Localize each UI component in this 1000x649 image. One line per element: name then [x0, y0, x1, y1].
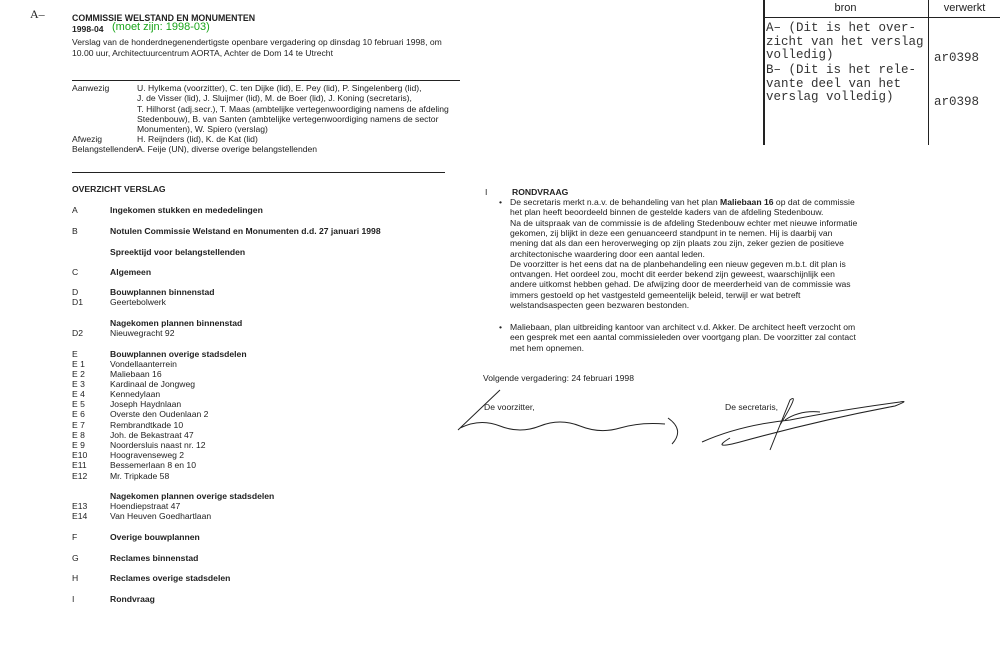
- item-text: Maliebaan 16: [110, 369, 162, 379]
- item-text: Reclames overige stadsdelen: [110, 573, 231, 583]
- divider: [72, 172, 445, 173]
- item-text: Nagekomen plannen binnenstad: [110, 318, 243, 328]
- item-text: Ingekomen stukken en mededelingen: [110, 205, 263, 215]
- secretary-signature: [702, 398, 904, 450]
- afwezig-names: H. Reijnders (lid), K. de Kat (lid): [137, 134, 258, 144]
- item-code: D2: [72, 328, 83, 338]
- bron-line: vante deel van het: [766, 76, 902, 91]
- bron-line: B– (Dit is het rele-: [766, 63, 917, 77]
- item-code: E 8: [72, 430, 85, 440]
- bron-line: volledig): [766, 48, 834, 62]
- item-text: Hoendiepstraat 47: [110, 501, 181, 511]
- item-text: Bessemerlaan 8 en 10: [110, 460, 196, 470]
- chair-signature: [458, 390, 678, 444]
- correction-note: (moet zijn: 1998-03): [112, 21, 210, 33]
- divider: [72, 80, 460, 81]
- aanwezig-line: J. de Visser (lid), J. Sluijmer (lid), M. de Boer (lid), J. Koning (secretaris),: [137, 93, 412, 104]
- item-code: E10: [72, 450, 88, 460]
- item-text: Reclames binnenstad: [110, 553, 199, 563]
- item-text: Rembrandtkade 10: [110, 420, 184, 430]
- aanwezig-line: Stedenbouw), B. van Santen (ambtelijke vertegenwoordiging namens de sector: [137, 113, 439, 124]
- item-code: E 3: [72, 379, 85, 389]
- item-code: C: [72, 267, 79, 277]
- next-meeting: Volgende vergadering: 24 februari 1998: [483, 373, 634, 383]
- rondvraag-line: een gesprek met een aantal commissieleden over voortgang plan. De voorzitter zal contact: [510, 332, 856, 343]
- item-code: E12: [72, 471, 88, 481]
- document-number: 1998-04: [72, 24, 104, 34]
- text: De secretaris merkt n.a.v. de behandeling van het plan: [510, 197, 721, 207]
- rondvraag-line: met hem opnemen.: [510, 342, 585, 353]
- item-code: E11: [72, 460, 87, 470]
- item-text: Overste den Oudenlaan 2: [110, 409, 209, 419]
- chair-label: De voorzitter,: [484, 402, 535, 412]
- rondvraag-line: De voorzitter is het eens dat na de planbehandeling een nieuw gegeven m.b.t. dit plan is: [510, 258, 846, 269]
- rondvraag-line: architectonische waardering door een aantal leden.: [510, 248, 705, 259]
- rondvraag-line: mening dat als dan een heroverweging op zijn plaats zou zijn, zeker gezien de positieve: [510, 238, 844, 249]
- item-text: Algemeen: [110, 267, 152, 277]
- belang-label: Belangstellenden: [72, 144, 138, 154]
- plan-name: Maliebaan 16: [720, 197, 774, 207]
- rondvraag-title: RONDVRAAG: [512, 187, 569, 197]
- rondvraag-line: immers gestoeld op het vastgesteld gemeentelijk beleid, terwijl er wat betreft: [510, 289, 801, 300]
- column-header-bron: bron: [834, 2, 857, 14]
- item-code: E 4: [72, 389, 85, 399]
- item-code: E14: [72, 511, 88, 521]
- signatures: [440, 380, 920, 460]
- table-header-rule: [763, 17, 1000, 18]
- afwezig-label: Afwezig: [72, 134, 103, 144]
- rondvraag-line: Na de uitspraak van de commissie is de afdeling Stedenbouw echter met nieuwe informatie: [510, 217, 858, 228]
- intro-line: Verslag van de honderdnegenendertigste openbare vergadering op dinsdag 10 februari 1998, om: [72, 37, 442, 47]
- bron-line: verslag volledig): [766, 90, 894, 104]
- bron-line: zicht van het verslag: [766, 34, 924, 49]
- item-text: Geertebolwerk: [110, 297, 166, 307]
- aanwezig-line: T. Hilhorst (adj.secr.), T. Maas (ambtelijke vertegenwoordiging namens de afdeling: [137, 103, 449, 114]
- item-text: Notulen Commissie Welstand en Monumenten d.d. 27 januari 1998: [110, 226, 381, 236]
- item-code: A: [72, 205, 78, 215]
- bullet: •: [499, 197, 503, 207]
- aanwezig-label: Aanwezig: [72, 83, 110, 93]
- rondvraag-first-line: [510, 197, 855, 207]
- item-text: Bouwplannen overige stadsdelen: [110, 349, 247, 359]
- table-left-border: [763, 0, 765, 145]
- item-code: B: [72, 226, 78, 236]
- belang-names: A. Feije (UN), diverse overige belangstellenden: [137, 144, 318, 154]
- rondvraag-line: andere uitkomst hebben gehad. De afwijzing door de meerderheid van de commissie was: [510, 279, 851, 290]
- overview-title: OVERZICHT VERSLAG: [72, 184, 166, 194]
- verwerkt-code: ar0398: [934, 95, 980, 109]
- item-text: Van Heuven Goedhartlaan: [110, 511, 212, 521]
- item-code: I: [72, 594, 75, 604]
- bullet: •: [499, 322, 503, 332]
- item-text: Joseph Haydnlaan: [110, 399, 182, 409]
- item-text: Bouwplannen binnenstad: [110, 287, 215, 297]
- rondvraag-code: I: [485, 187, 488, 197]
- item-text: Joh. de Bekastraat 47: [110, 430, 194, 440]
- item-code: E 5: [72, 399, 85, 409]
- rondvraag-line: Maliebaan, plan uitbreiding kantoor van architect v.d. Akker. De architect heeft verzocht om: [510, 322, 856, 332]
- item-text: Kardinaal de Jongweg: [110, 379, 196, 389]
- rondvraag-line: gekomen, zij blijkt in deze een genuanceerd standpunt in te nemen. Hij is daarbij van: [510, 227, 833, 238]
- item-code: D1: [72, 297, 83, 307]
- item-code: E 1: [72, 359, 85, 369]
- item-text: Hoogravenseweg 2: [110, 450, 185, 460]
- bron-line: A– (Dit is het over-: [766, 21, 917, 35]
- document-title: COMMISSIE WELSTAND EN MONUMENTEN: [72, 13, 256, 23]
- item-code: E 7: [72, 420, 85, 430]
- intro-line: 10.00 uur, Architectuurcentrum AORTA, Achter de Dom 14 te Utrecht: [72, 48, 333, 58]
- secretary-label: De secretaris,: [725, 402, 779, 412]
- aanwezig-line: Monumenten), W. Spiero (verslag): [137, 124, 268, 135]
- verwerkt-code: ar0398: [934, 51, 980, 65]
- item-text: Mr. Tripkade 58: [110, 471, 170, 481]
- item-code: E 2: [72, 369, 85, 379]
- item-text: Kennedylaan: [110, 389, 161, 399]
- item-text: Nagekomen plannen overige stadsdelen: [110, 491, 275, 501]
- rondvraag-line: het plan heeft beoordeeld binnen de gestelde kaders van de afdeling Stedenbouw.: [510, 207, 824, 218]
- text: op dat de commissie: [773, 197, 855, 207]
- item-text: Rondvraag: [110, 594, 155, 604]
- item-code: E 9: [72, 440, 85, 450]
- item-code: H: [72, 573, 79, 583]
- column-header-verwerkt: verwerkt: [943, 2, 986, 14]
- item-code: E: [72, 349, 78, 359]
- rondvraag-line: welstandsaspecten geen bezwaren bestonden.: [510, 300, 690, 310]
- item-text: Noordersluis naast nr. 12: [110, 440, 206, 450]
- aanwezig-line: U. Hylkema (voorzitter), C. ten Dijke (lid), E. Pey (lid), P. Singelenberg (lid),: [137, 83, 422, 93]
- item-code: E 6: [72, 409, 85, 419]
- item-text: Vondellaanterrein: [110, 359, 177, 369]
- item-code: G: [72, 553, 79, 563]
- item-code: D: [72, 287, 79, 297]
- margin-mark: A–: [30, 7, 45, 21]
- rondvraag-line: ontvangen. Het oordeel zou, mocht dit eerder bekend zijn geweest, waarschijnlijk een: [510, 269, 835, 280]
- item-code: E13: [72, 501, 88, 511]
- item-text: Overige bouwplannen: [110, 532, 200, 542]
- item-text: Nieuwegracht 92: [110, 328, 175, 338]
- table-column-divider: [928, 0, 929, 145]
- item-text: Spreektijd voor belangstellenden: [110, 247, 246, 257]
- item-code: F: [72, 532, 78, 542]
